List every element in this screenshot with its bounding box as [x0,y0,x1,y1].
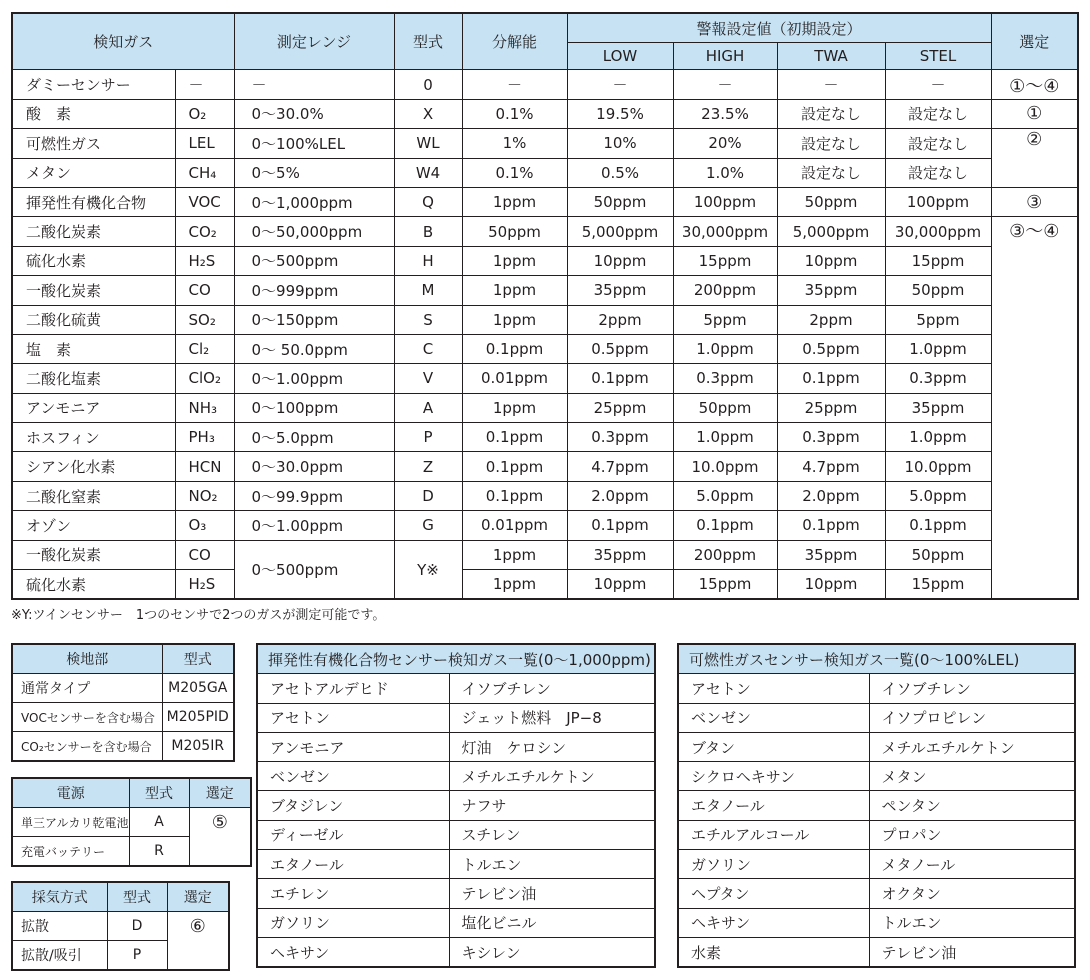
resolution: 1ppm [462,570,567,600]
gas-name: イソブチレン [869,674,1075,703]
header-select: 選定 [991,13,1078,70]
alarm-low: 10ppm [567,246,673,275]
gas-spec-table [11,12,1079,600]
measure-range: 0～1.00ppm [234,364,394,393]
alarm-twa: 0.1ppm [777,511,885,540]
list-item [257,850,655,879]
alarm-twa: 5,000ppm [777,217,885,246]
gas-name: イソプロピレン [869,703,1075,732]
alarm-low: 0.3ppm [567,423,673,452]
gas-name: 二酸化炭素 [12,217,175,246]
power-table [11,777,252,867]
power-header: 電源 [12,778,129,808]
gas-name: メチルエチルケトン [869,732,1075,761]
voc-gas-list [256,643,656,968]
gas-name: プロパン [869,820,1075,849]
gas-formula: LEL [175,129,234,158]
model-code: D [394,481,462,510]
selection-mark: ③～④ [991,217,1078,600]
resolution: 0.1ppm [462,481,567,510]
power-model: R [129,837,189,867]
model-code: Z [394,452,462,481]
gas-name: ヘキサン [257,937,449,967]
alarm-twa: 設定なし [777,99,885,128]
list-item [257,937,655,967]
gas-name: キシレン [449,937,655,967]
list-item [257,703,655,732]
model-code: V [394,364,462,393]
sampling-header: 採気方式 [12,882,107,912]
measure-range: 0～30.0% [234,99,394,128]
gas-name: エチレン [257,879,449,908]
alarm-high: 5.0ppm [673,481,777,510]
gas-formula: SO₂ [175,305,234,334]
alarm-stel: 30,000ppm [885,217,991,246]
gas-name: メチルエチルケトン [449,762,655,791]
alarm-low: 10% [567,129,673,158]
gas-formula: CO [175,540,234,569]
gas-formula: CH₄ [175,158,234,187]
model-code: Y※ [394,540,462,599]
gas-name: ペンタン [869,791,1075,820]
list-item [678,850,1075,879]
alarm-low: 0.1ppm [567,511,673,540]
model-code: A [394,393,462,422]
model-code: G [394,511,462,540]
alarm-stel: 50ppm [885,540,991,569]
resolution: 1ppm [462,540,567,569]
gas-name: イソブチレン [449,674,655,703]
gas-name: トルエン [449,850,655,879]
alarm-stel: 100ppm [885,187,991,216]
alarm-stel: 1.0ppm [885,423,991,452]
gas-name: メタン [869,762,1075,791]
resolution: 1ppm [462,305,567,334]
table-row [12,99,1078,128]
alarm-twa: 10ppm [777,570,885,600]
detector-model: M205IR [162,732,234,762]
alarm-high: 5ppm [673,305,777,334]
measure-range: 0～100%LEL [234,129,394,158]
sampling-header-model: 型式 [107,882,167,912]
alarm-low: 4.7ppm [567,452,673,481]
power-header-select: 選定 [189,778,251,808]
alarm-high: 200ppm [673,276,777,305]
gas-name: アンモニア [12,393,175,422]
alarm-stel: 15ppm [885,246,991,275]
power-model: A [129,808,189,837]
table-row [12,540,1078,569]
gas-name: シアン化水素 [12,452,175,481]
gas-name: 二酸化窒素 [12,481,175,510]
gas-formula: Cl₂ [175,334,234,363]
list-item [257,762,655,791]
gas-name: ホスフィン [12,423,175,452]
gas-name: 塩化ビニル [449,908,655,937]
alarm-twa: 0.1ppm [777,364,885,393]
gas-name: メタン [12,158,175,187]
model-code: WL [394,129,462,158]
alarm-twa: 10ppm [777,246,885,275]
header-range: 測定レンジ [234,13,394,70]
gas-formula: NH₃ [175,393,234,422]
table-row [12,393,1078,422]
alarm-high: 15ppm [673,246,777,275]
gas-name: アセトン [257,703,449,732]
resolution: 0.1ppm [462,334,567,363]
header-gas: 検知ガス [12,13,234,70]
alarm-stel: 10.0ppm [885,452,991,481]
gas-name: 一酸化炭素 [12,540,175,569]
alarm-stel: 設定なし [885,129,991,158]
gas-formula: PH₃ [175,423,234,452]
alarm-twa: 設定なし [777,129,885,158]
table-row [12,452,1078,481]
alarm-low: 5,000ppm [567,217,673,246]
selection-mark: ① [991,99,1078,128]
lel-list-title: 可燃性ガスセンサー検知ガス一覧(0～100%LEL) [678,644,1075,674]
detector-model: M205PID [162,703,234,732]
alarm-high: 200ppm [673,540,777,569]
alarm-stel: 0.3ppm [885,364,991,393]
model-code: Q [394,187,462,216]
alarm-low: 50ppm [567,187,673,216]
gas-name: ダミーセンサー [12,70,175,99]
gas-name: エチルアルコール [678,820,869,849]
alarm-twa: 35ppm [777,276,885,305]
alarm-stel: 設定なし [885,99,991,128]
alarm-stel: 35ppm [885,393,991,422]
alarm-twa: － [777,70,885,99]
model-code: X [394,99,462,128]
list-item [678,879,1075,908]
list-item [678,791,1075,820]
alarm-stel: 50ppm [885,276,991,305]
model-code: 0 [394,70,462,99]
resolution: 0.1ppm [462,423,567,452]
alarm-high: 1.0% [673,158,777,187]
gas-name: テレビン油 [449,879,655,908]
power-type: 単三アルカリ乾電池 [12,808,129,837]
gas-name: エタノール [257,850,449,879]
alarm-high: 23.5% [673,99,777,128]
model-code: B [394,217,462,246]
alarm-low: 10ppm [567,570,673,600]
sampling-table [11,881,230,971]
measure-range: 0～ 50.0ppm [234,334,394,363]
resolution: － [462,70,567,99]
sampling-model: P [107,941,167,971]
alarm-low: 19.5% [567,99,673,128]
gas-name: 二酸化塩素 [12,364,175,393]
header-model: 型式 [394,13,462,70]
gas-name: 揮発性有機化合物 [12,187,175,216]
list-item [257,732,655,761]
gas-formula: HCN [175,452,234,481]
detector-header-unit: 検地部 [12,644,162,674]
gas-formula: NO₂ [175,481,234,510]
alarm-low: 2ppm [567,305,673,334]
alarm-low: 2.0ppm [567,481,673,510]
list-item [257,879,655,908]
measure-range: 0～999ppm [234,276,394,305]
table-row [12,70,1078,99]
table-row [12,423,1078,452]
table-row [12,276,1078,305]
table-row [12,703,234,732]
gas-name: アセトン [678,674,869,703]
alarm-twa: 4.7ppm [777,452,885,481]
gas-name: シクロヘキサン [678,762,869,791]
gas-name: エタノール [678,791,869,820]
table-row [12,364,1078,393]
gas-name: アンモニア [257,732,449,761]
header-twa: TWA [777,43,885,70]
gas-name: ガソリン [257,908,449,937]
table-row [12,808,251,837]
alarm-low: 25ppm [567,393,673,422]
sampling-header-select: 選定 [167,882,229,912]
gas-name: ヘプタン [678,879,869,908]
list-item [257,820,655,849]
gas-formula: H₂S [175,246,234,275]
gas-name: ブタン [678,732,869,761]
alarm-low: 35ppm [567,540,673,569]
alarm-high: 30,000ppm [673,217,777,246]
gas-name: 硫化水素 [12,246,175,275]
gas-formula: O₂ [175,99,234,128]
alarm-twa: 設定なし [777,158,885,187]
alarm-twa: 2.0ppm [777,481,885,510]
alarm-high: 1.0ppm [673,423,777,452]
alarm-twa: 2ppm [777,305,885,334]
gas-name: 可燃性ガス [12,129,175,158]
gas-name: ディーゼル [257,820,449,849]
list-item [257,908,655,937]
list-item [678,674,1075,703]
alarm-twa: 35ppm [777,540,885,569]
model-code: H [394,246,462,275]
detector-type: 通常タイプ [12,674,162,703]
table-row [12,305,1078,334]
list-item [678,820,1075,849]
table-row [12,158,1078,187]
gas-name: 水素 [678,937,869,967]
alarm-stel: 1.0ppm [885,334,991,363]
alarm-twa: 0.5ppm [777,334,885,363]
alarm-stel: 5.0ppm [885,481,991,510]
table-row [12,481,1078,510]
alarm-twa: 50ppm [777,187,885,216]
sampling-type: 拡散 [12,912,107,941]
resolution: 1% [462,129,567,158]
gas-name: 酸 素 [12,99,175,128]
list-item [678,762,1075,791]
gas-name: ブタジレン [257,791,449,820]
alarm-stel: 設定なし [885,158,991,187]
gas-name: ナフサ [449,791,655,820]
detector-table [11,643,235,762]
measure-range: 0～1,000ppm [234,187,394,216]
list-item [678,732,1075,761]
list-item [678,908,1075,937]
selection-mark: ①～④ [991,70,1078,99]
gas-formula: CO₂ [175,217,234,246]
alarm-high: 0.3ppm [673,364,777,393]
gas-name: 二酸化硫黄 [12,305,175,334]
alarm-twa: 0.3ppm [777,423,885,452]
alarm-stel: 5ppm [885,305,991,334]
resolution: 50ppm [462,217,567,246]
measure-range: 0～1.00ppm [234,511,394,540]
twin-sensor-note: ※Y:ツインセンサー 1つのセンサで2つのガスが測定可能です。 [11,608,386,623]
model-code: C [394,334,462,363]
alarm-low: 0.5ppm [567,334,673,363]
resolution: 0.01ppm [462,364,567,393]
gas-name: ジェット燃料 JP−8 [449,703,655,732]
sampling-model: D [107,912,167,941]
detector-model: M205GA [162,674,234,703]
header-resolution: 分解能 [462,13,567,70]
sampling-select: ⑥ [167,912,229,971]
measure-range: 0～50,000ppm [234,217,394,246]
gas-formula: VOC [175,187,234,216]
gas-name: 灯油 ケロシン [449,732,655,761]
alarm-high: 1.0ppm [673,334,777,363]
table-row [12,570,1078,600]
table-row [12,187,1078,216]
lel-gas-list [677,643,1076,968]
table-row [12,912,229,941]
gas-name: 一酸化炭素 [12,276,175,305]
selection-mark: ③ [991,187,1078,216]
alarm-high: 15ppm [673,570,777,600]
measure-range: 0～30.0ppm [234,452,394,481]
power-select: ⑤ [189,808,251,867]
detector-type: VOCセンサーを含む場合 [12,703,162,732]
model-code: S [394,305,462,334]
list-item [257,791,655,820]
gas-name: オゾン [12,511,175,540]
alarm-low: 0.1ppm [567,364,673,393]
sampling-type: 拡散/吸引 [12,941,107,971]
gas-name: スチレン [449,820,655,849]
alarm-low: 0.5% [567,158,673,187]
alarm-high: 20% [673,129,777,158]
gas-name: ベンゼン [678,703,869,732]
voc-list-title: 揮発性有機化合物センサー検知ガス一覧(0～1,000ppm) [257,644,655,674]
measure-range: 0～500ppm [234,540,394,599]
resolution: 1ppm [462,393,567,422]
measure-range: － [234,70,394,99]
measure-range: 0～500ppm [234,246,394,275]
selection-mark: ② [991,129,1078,188]
gas-formula: O₃ [175,511,234,540]
header-stel: STEL [885,43,991,70]
alarm-stel: － [885,70,991,99]
gas-name: 塩 素 [12,334,175,363]
gas-name: 硫化水素 [12,570,175,600]
power-type: 充電バッテリー [12,837,129,867]
list-item [257,674,655,703]
resolution: 0.1ppm [462,452,567,481]
gas-formula: ClO₂ [175,364,234,393]
detector-header-model: 型式 [162,644,234,674]
list-item [678,703,1075,732]
measure-range: 0～5% [234,158,394,187]
gas-name: メタノール [869,850,1075,879]
alarm-twa: 25ppm [777,393,885,422]
table-row [12,674,234,703]
resolution: 0.1% [462,99,567,128]
gas-formula: CO [175,276,234,305]
table-row [12,334,1078,363]
alarm-stel: 15ppm [885,570,991,600]
gas-name: ベンゼン [257,762,449,791]
header-low: LOW [567,43,673,70]
gas-formula: H₂S [175,570,234,600]
alarm-high: 100ppm [673,187,777,216]
gas-name: ガソリン [678,850,869,879]
measure-range: 0～99.9ppm [234,481,394,510]
resolution: 0.01ppm [462,511,567,540]
alarm-high: 50ppm [673,393,777,422]
model-code: M [394,276,462,305]
measure-range: 0～5.0ppm [234,423,394,452]
gas-name: ヘキサン [678,908,869,937]
resolution: 1ppm [462,276,567,305]
alarm-low: 35ppm [567,276,673,305]
table-row [12,246,1078,275]
table-row [12,511,1078,540]
header-high: HIGH [673,43,777,70]
gas-name: トルエン [869,908,1075,937]
table-row [12,129,1078,158]
gas-formula: － [175,70,234,99]
alarm-high: 0.1ppm [673,511,777,540]
gas-name: オクタン [869,879,1075,908]
table-row [12,732,234,762]
alarm-high: 10.0ppm [673,452,777,481]
detector-type: CO₂センサーを含む場合 [12,732,162,762]
gas-name: アセトアルデヒド [257,674,449,703]
power-header-model: 型式 [129,778,189,808]
table-row [12,217,1078,246]
list-item [678,937,1075,967]
measure-range: 0～150ppm [234,305,394,334]
measure-range: 0～100ppm [234,393,394,422]
resolution: 1ppm [462,187,567,216]
header-alarm: 警報設定値（初期設定） [567,13,991,43]
model-code: P [394,423,462,452]
gas-name: テレビン油 [869,937,1075,967]
alarm-high: － [673,70,777,99]
model-code: W4 [394,158,462,187]
alarm-stel: 0.1ppm [885,511,991,540]
resolution: 0.1% [462,158,567,187]
resolution: 1ppm [462,246,567,275]
alarm-low: － [567,70,673,99]
